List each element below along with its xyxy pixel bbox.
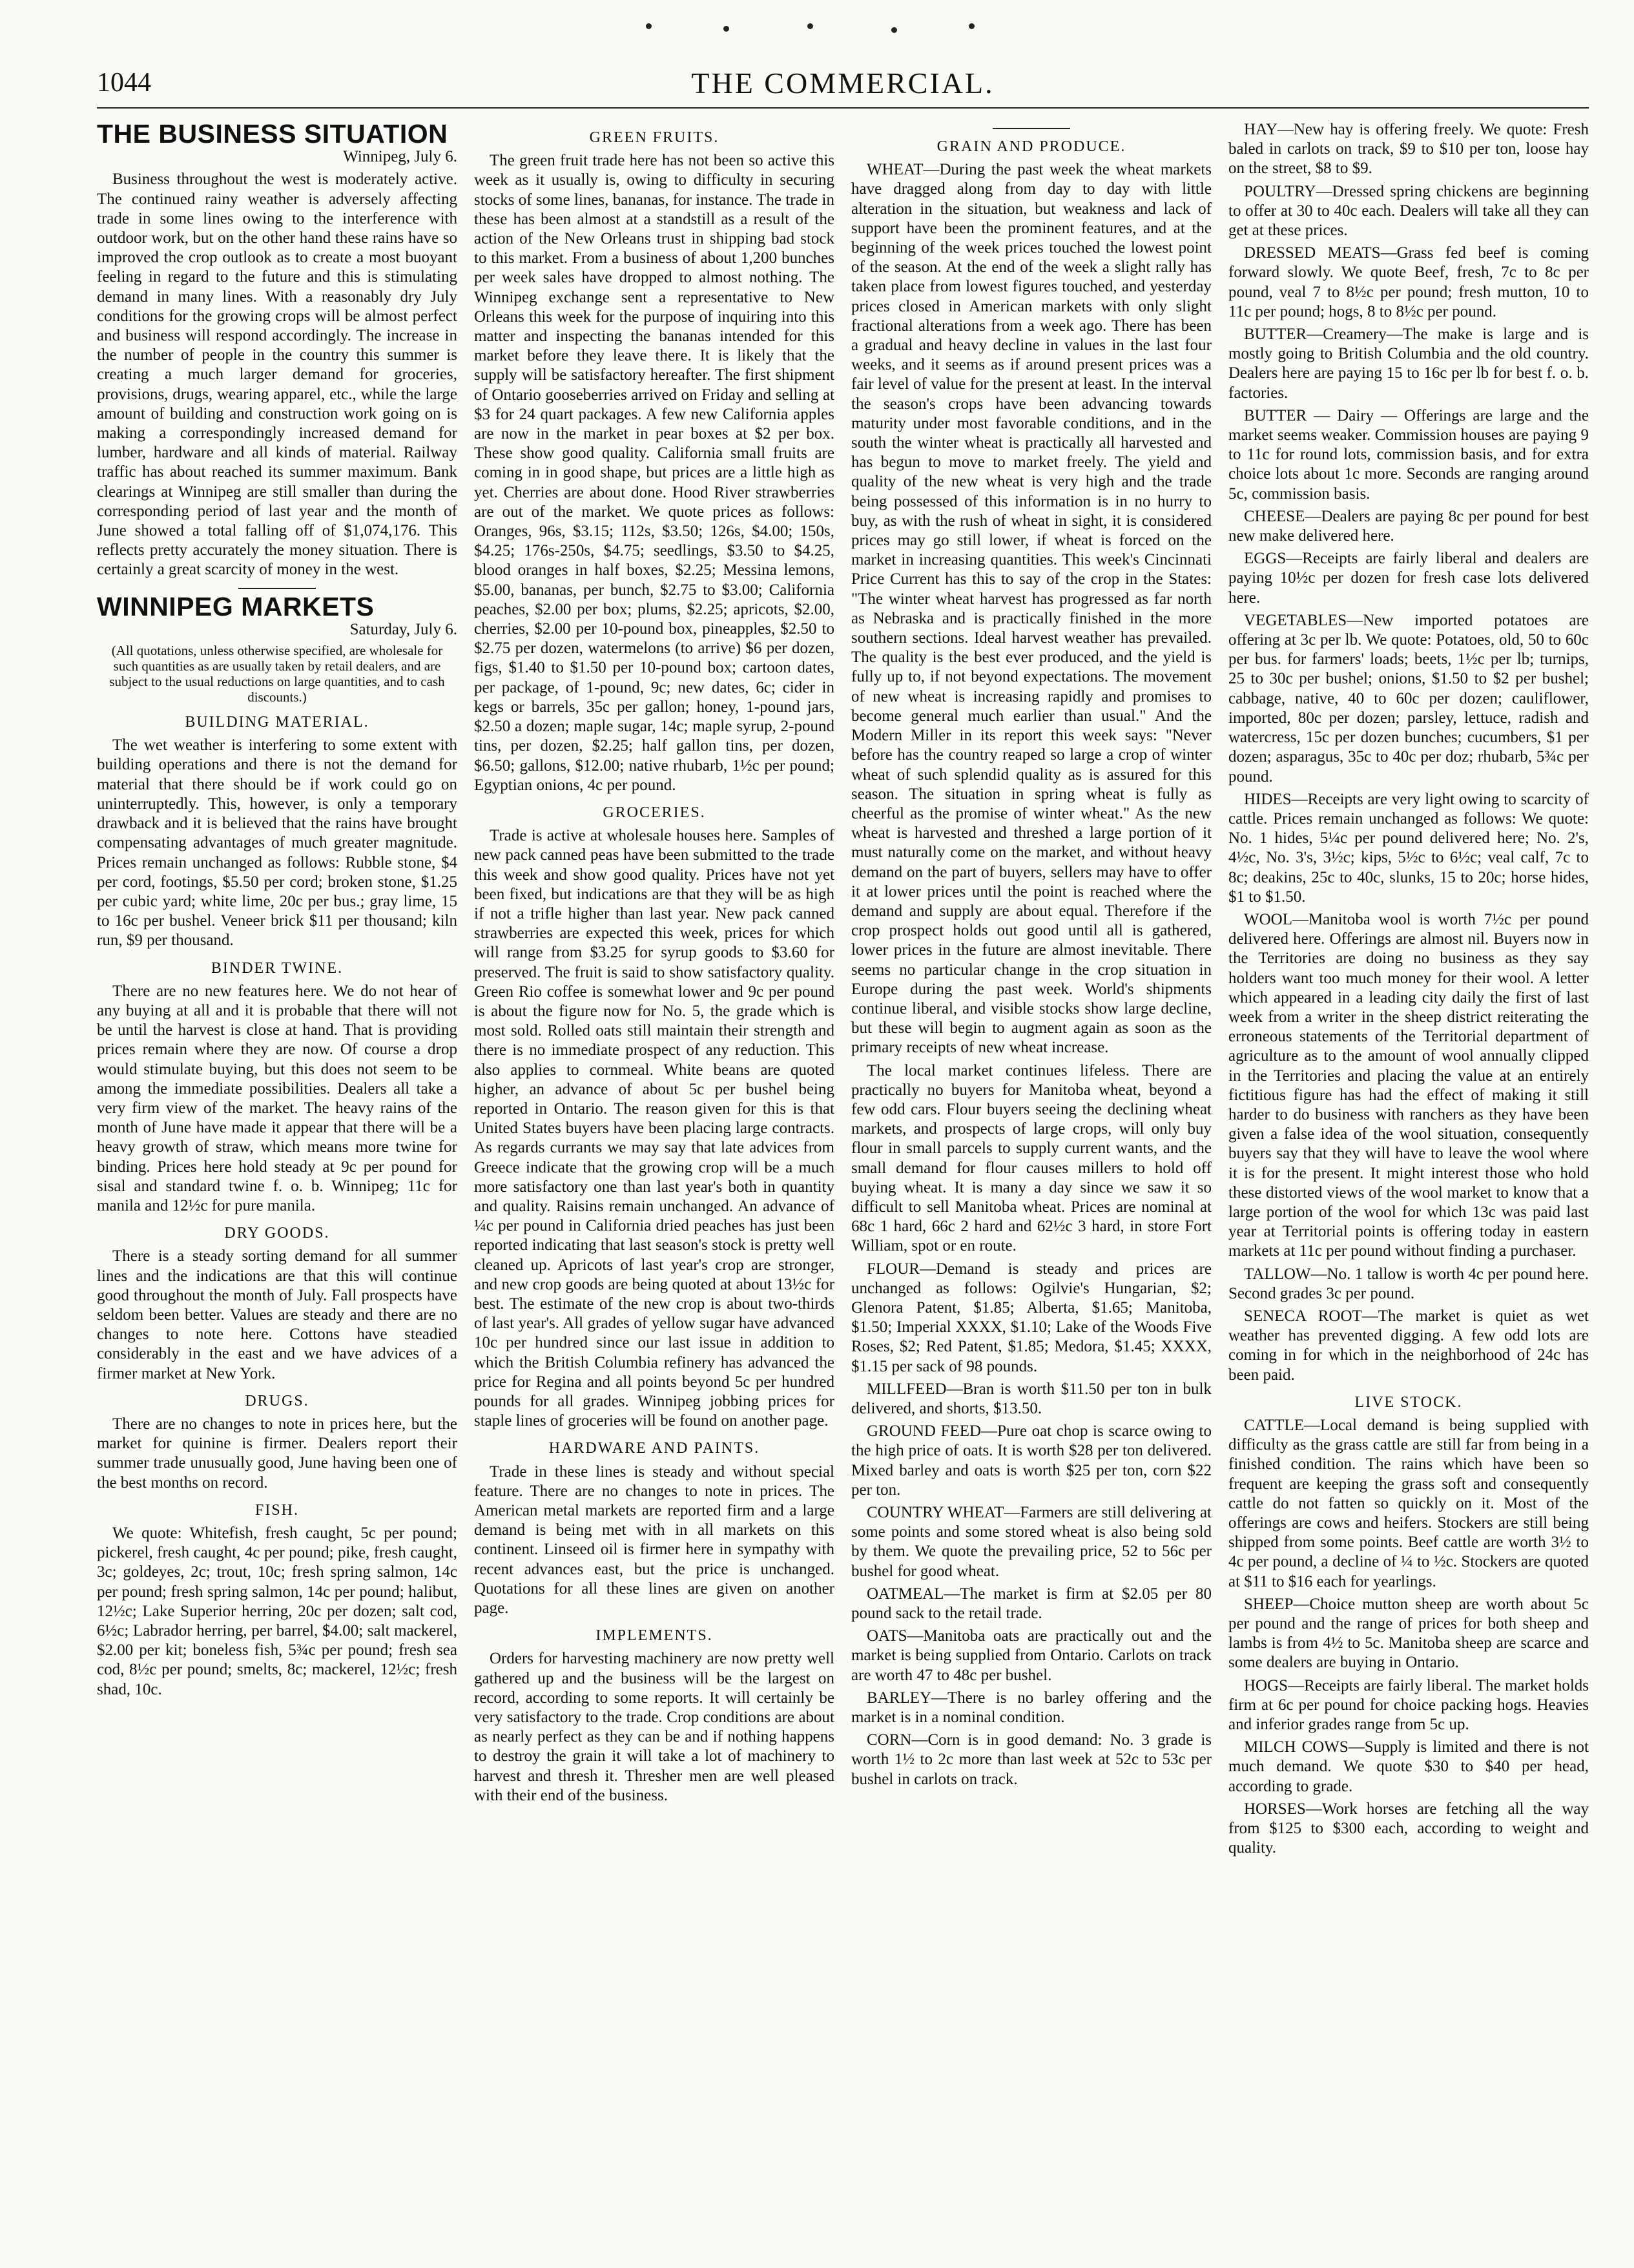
drugs-body: There are no changes to note in prices here, but the market for quinine is firmer. Dealers report their summer trade unusually good, June having been one of the best months on record. (97, 1415, 457, 1492)
binder-twine-body: There are no new features here. We do not hear of any buying at all and it is probable that there will not be until the harvest is close at hand. That is providing prices remain where they are now. Of course a drop would stimulate buying, but this does not seem to be among the immediate possibilities. Dealers all take a very firm view of the market. The heavy rains of the month of June have made it appear that there will be a heavy growth of straw, which means more twine for binding. Prices here hold steady at 9c per pound for sisal and standard twine f. o. b. Winnipeg; 11c for manila and 12½c for pure manila. (97, 982, 457, 1214)
poultry-paragraph: POULTRY—Dressed spring chickens are beginning to offer at 30 to 40c each. Dealers will take all they can get at these prices. (1228, 182, 1589, 240)
cheese-paragraph: CHEESE—Dealers are paying 8c per pound for best new make delivered here. (1228, 507, 1589, 545)
page-number: 1044 (97, 68, 151, 98)
business-situation-body: Business throughout the west is moderately active. The continued rainy weather is adversely affecting trade in some lines owing to the interference with outdoor work, but on the other hand these rains have so improved the crop outlook as to create a most buoyant feeling in regard to the future and this is stimulating demand in many lines. With a reasonably dry July conditions for the growing crops will be almost perfect and business will respond accordingly. The increase in the number of people in the country this summer is creating a much larger demand for groceries, provisions, drugs, wearing apparel, etc., while the large amount of building and construction work going on is making a correspondingly increased demand for lumber, hardware and all kinds of material. Railway traffic has about reached its summer maximum. Bank clearings at Winnipeg are still smaller than during the corresponding period of last year and the month of June showed a total falling off of $1,074,176. This reflects pretty accurately the money situation. There is certainly a great scarcity of money in the west. (97, 171, 457, 579)
milch-cows-paragraph: MILCH COWS—Supply is limited and there is not much demand. We quote $30 to $40 per head, according to grade. (1228, 1738, 1589, 1795)
column-4 (1228, 120, 1589, 2232)
building-material-heading: BUILDING MATERIAL. (185, 714, 369, 731)
fish-heading: FISH. (254, 1501, 300, 1519)
column-1 (97, 120, 457, 2232)
local-market-paragraph: The local market continues lifeless. There are practically no buyers for Manitoba wheat, beyond a few odd cars. Flour buyers seeing the declining wheat markets, and prospects of large crops, will only buy flour in small parcels to supply current wants, and the small demand for flour causes millers to hold off buying wheat. It is many a day since we saw it so difficult to sell Manitoba wheat. Prices are nominal at 68c 1 hard, 66c 2 hard and 62½c 3 hard, in store Fort William, spot or en route. (851, 1061, 1212, 1255)
eggs-paragraph: EGGS—Receipts are fairly liberal and dealers are paying 10½c per dozen for fresh case lots delivered here. (1228, 550, 1589, 607)
butter-creamery-paragraph: BUTTER—Creamery—The make is large and is mostly going to British Columbia and the old country. Dealers here are paying 15 to 16c per lb for best f. o. b. factories. (1228, 326, 1589, 402)
corn-paragraph: CORN—Corn is in good demand: No. 3 grade is worth 1½ to 2c more than last week at 52c to 53c per bushel in carlots on track. (851, 1731, 1212, 1788)
business-situation-dateline: Winnipeg, July 6. (343, 148, 457, 166)
business-situation-heading: THE BUSINESS SITUATION (97, 120, 448, 149)
implements-heading: IMPLEMENTS. (595, 1627, 713, 1645)
tallow-paragraph: TALLOW—No. 1 tallow is worth 4c per pound here. Second grades 3c per pound. (1228, 1265, 1589, 1302)
winnipeg-markets-heading: WINNIPEG MARKETS (97, 591, 375, 621)
section-divider (238, 588, 316, 589)
binder-twine-heading: BINDER TWINE. (211, 959, 344, 977)
butter-dairy-paragraph: BUTTER — Dairy — Offerings are large and the market seems weaker. Commission houses are paying 9 to 11c for round lots, commission basis, and for extra choice lots about 1c more. Seconds are ranging around 5c, commission basis. (1228, 406, 1589, 503)
quotations-note: (All quotations, unless otherwise specified, are wholesale for such quantities as are usually taken by retail dealers, and are subject to the usual reductions on large quantities, and to cash discounts.) (109, 643, 445, 705)
dry-goods-body: There is a steady sorting demand for all summer lines and the indications are that this will continue good throughout the month of July. Fall prospects have seldom been better. Values are steady and there are no changes to note here. Cottons have steadied considerably in the east and we have advices of a firmer market at New York. (97, 1247, 457, 1382)
winnipeg-markets-dateline: Saturday, July 6. (349, 620, 457, 638)
live-stock-heading: LIVE STOCK. (1354, 1393, 1463, 1411)
sheep-paragraph: SHEEP—Choice mutton sheep are worth about 5c per pound and the range of prices for both sheep and lambs is from 4½ to 5c. Manitoba sheep are scarce and some dealers are buying in Ontario. (1228, 1595, 1589, 1672)
country-wheat-paragraph: COUNTRY WHEAT—Farmers are still delivering at some points and some stored wheat is also being sold by them. We quote the prevailing price, 52 to 56c per bushel for good wheat. (851, 1504, 1212, 1580)
dressed-meats-paragraph: DRESSED MEATS—Grass fed beef is coming forward slowly. We quote Beef, fresh, 7c to 8c per pound, veal 7 to 8½c per pound; fresh mutton, 10 to 11c per pound; hogs, 8 to 8½c per pound. (1228, 244, 1589, 320)
barley-paragraph: BARLEY—There is no barley offering and the market is in a nominal condition. (851, 1689, 1212, 1727)
groceries-body: Trade is active at wholesale houses here. Samples of new pack canned peas have been submitted to the trade this week and show good quality. Prices have not yet been fixed, but indications are that they will be as high if not a trifle higher than last year. New pack canned strawberries are expected this week, prices for which will range from $3.25 for syrup goods to $3.60 for preserved. The fruit is said to show satisfactory quality. Green Rio coffee is somewhat lower and 9c per pound is about the figure now for No. 5, the grade which is most sold. Rolled oats still maintain their strength and there is no immediate prospect of any reduction. This also applies to cornmeal. White beans are quoted higher, an advance of about 5c per bushel being reported in Ontario. The reason given for this is that United States buyers have been placing large contracts. As regards currants we may say that late advices from Greece indicate that the growing crop will be a much more satisfactory one than last year's both in quantity and quality. Raisins remain unchanged. An advance of ¼c per pound in California dried peaches has just been reported indicating that last season's stock is pretty well cleaned up. Apricots of last year's crop are stronger, and new crop goods are being quoted at about 13½c for best. The estimate of the new crop is about two-thirds of last year's. All grades of yellow sugar have advanced 10c per hundred since our last issue in addition to which the British Columbia refinery has advanced the price for Regina and all points beyond 5c per hundred pounds for all grades. Winnipeg jobbing prices for staple lines of groceries will be found on another page. (474, 827, 834, 1430)
flour-paragraph: FLOUR—Demand is steady and prices are unchanged as follows: Ogilvie's Hungarian, $2; Glenora Patent, $1.85; Alberta, $1.65; Manitoba, $1.50; Imperial XXXX, $1.10; Lake of the Woods Five Roses, $2; Red Patent, $1.85; Medora, $1.45; XXXX, $1.15 per sack of 98 pounds. (851, 1260, 1212, 1375)
horses-paragraph: HORSES—Work horses are fetching all the way from $125 to $300 each, according to weight and quality. (1228, 1800, 1589, 1857)
groceries-heading: GROCERIES. (603, 804, 706, 821)
hides-paragraph: HIDES—Receipts are very light owing to scarcity of cattle. Prices remain unchanged as follows: We quote: No. 1 hides, 5¼c per pound delivered here; No. 2's, 4½c, No. 3's, 3½c; kips, 5½c to 6½c; veal calf, 7c to 8c; deakins, 25c to 40c, slunks, 15 to 20c; horse hides, $1 to $1.50. (1228, 790, 1589, 906)
column-2 (474, 120, 834, 2232)
drugs-heading: DRUGS. (245, 1392, 309, 1410)
green-fruits-heading: GREEN FRUITS. (589, 129, 719, 146)
dry-goods-heading: DRY GOODS. (224, 1225, 330, 1242)
seneca-root-paragraph: SENECA ROOT—The market is quiet as wet weather has prevented digging. A few odd lots are coming in for which in the neighborhood of 24c has been paid. (1228, 1307, 1589, 1384)
cattle-paragraph: CATTLE—Local demand is being supplied with difficulty as the grass cattle are still far from being in a finished condition. The rains which have been so frequent are keeping the grass soft and consequently cattle do not fatten so quickly on it. Most of the offerings are cows and heifers. Stockers are still being shipped from some points. Beef cattle are worth 3½ to 4c per pound, a decline of ¼ to ½c. Stockers are quoted at $11 to $16 each for yearlings. (1228, 1417, 1589, 1590)
building-material-body: The wet weather is interfering to some extent with building operations and there is not the demand for material that there should be if work could go on uninterruptedly. This, however, is only a temporary drawback and it is believed that the rains have brought compensating advantages of much greater magnitude. Prices remain unchanged as follows: Rubble stone, $4 per cord, footings, $5.50 per cord; broken stone, $1.25 per cubic yard; white lime, 20c per bus.; gray lime, 15 to 16c per bushel. Veneer brick $11 per thousand; kiln run, $9 per thousand. (97, 736, 457, 950)
hay-paragraph: HAY—New hay is offering freely. We quote: Fresh baled in carlots on track, $9 to $10 per ton, loose hay on the street, $8 to $9. (1228, 121, 1589, 178)
millfeed-paragraph: MILLFEED—Bran is worth $11.50 per ton in bulk delivered, and shorts, $13.50. (851, 1380, 1212, 1417)
green-fruits-body: The green fruit trade here has not been so active this week as it usually is, owing to difficulty in securing stocks of some lines, bananas, for instance. The trade in these has been almost at a standstill as a result of the action of the New Orleans trust in shipping bad stock to this market. From a business of about 1,200 bunches per week sales have dropped to almost nothing. The Winnipeg exchange sent a representative to New Orleans this week for the purpose of inquiring into this matter and inspecting the bananas intended for this market before they leave there. It is likely that the supply will be satisfactory hereafter. The first shipment of Ontario gooseberries arrived on Friday and selling at $3 for 24 quart packages. A few new California apples are now in the market in pear boxes at $2 per box. These show good quality. California small fruits are coming in in good shape, but prices are a little high as yet. Cherries are about done. Hood River strawberries are out of the market. We quote prices as follows: Oranges, 96s, $3.15; 112s, $3.50; 126s, $4.00; 150s, $4.25; 176s-250s, $4.75; seedlings, $3.50 to $4.25, blood oranges in half boxes, $2.25; Messina lemons, $5.00, bananas, per bunch, $2.75 to $3.00; California peaches, $2.00 per box; plums, $2.25; apricots, $2.00, cherries, $2.00 per 10-pound box, pineapples, $2.50 to $2.75 per dozen, watermelons (to arrive) $6 per dozen, figs, $1.40 to $1.50 per 10-pound box; cartoon dates, per package, of 1-pound, 9c; new dates, 6c; cider in kegs or barrels, 35c per gallon; honey, 1-pound jars, $2.50 a dozen; maple sugar, 14c; maple syrup, 2-pound tins, per dozen, $2.25; half gallon tins, per dozen, $6.50; gallons, $12.00; native rhubarb, 1½c per pound; Egyptian onions, 4c per pound. (474, 152, 834, 794)
vegetables-paragraph: VEGETABLES—New imported potatoes are offering at 3c per lb. We quote: Potatoes, old, 50 to 60c per bus. for farmers' loads; beets, 1½c per lb; turnips, 25 to 30c per bushel; onions, $1.50 to $2 per bushel; cabbage, native, 40 to 60c per dozen; cauliflower, imported, 80c per dozen; parsley, lettuce, radish and watercress, 15c per dozen bunches; cucumbers, $1 per dozen; asparagus, 35c to 40c per doz; rhubarb, 5¾c per pound. (1228, 611, 1589, 785)
implements-body: Orders for harvesting machinery are now pretty well gathered up and the business will be the largest on record, according to some reports. It will certainly be very satisfactory to the trade. Crop conditions are about as nearly perfect as they can be and if nothing happens to destroy the grain it will take a lot of machinery to harvest and thresh it. Thresher men are well pleased with their end of the business. (474, 1650, 834, 1804)
masthead (97, 62, 1589, 109)
grain-produce-heading: GRAIN AND PRODUCE. (936, 138, 1126, 155)
wheat-paragraph: WHEAT—During the past week the wheat markets have dragged along from day to day with little alteration in the situation, but weakness and lack of support have been the prominent features, and at the beginning of the week prices touched the lowest point of the season. At the end of the week a slight rally has taken place from lowest figures touched, and yesterday prices closed in American markets with only slight fractional alterations from a week ago. There has been a gradual and heavy decline in values in the last four weeks, and it seems as if around present prices was a fair level of value for the present at least. In the interval the season's crops have been advancing towards maturity under most favorable conditions, and in the south the winter wheat is practically all harvested and has begun to move to market freely. The yield and quality of the new wheat is very high and the trade being possessed of this information is in no hurry to buy, as with the rush of wheat in sight, it is considered prices may go still lower, if wheat is forced on the market in increasing quantities. This week's Cincinnati Price Current has this to say of the crop in the States: "The winter wheat harvest has progressed as far north as Nebraska and is practically finished in the more southern sections. Ideal harvest weather has prevailed. The quality is the best ever produced, and the yield is fully up to, if not beyond expectations. The movement of new wheat is increasing rapidly and promises to become general much earlier than usual." And the Modern Miller in its report this week says: "Never before has the country reaped so large a crop of winter wheat of such splendid quality as is assured for this season. The situation in spring wheat is fully as cheerful as the promise of winter wheat." As the new wheat is harvested and threshed a large portion of it must naturally come on the market, and without heavy demand on the part of buyers, sellers may have to offer it at lower prices until the point is reached where the demand and supply are about equal. Therefore if the crop prospect holds out good until all is gathered, lower prices in the future are almost inevitable. There seems no particular change in the crop situation in Europe during the past week. World's shipments continue liberal, and visible stocks show large decline, but these will begin to augment again as soon as the primary receipts of new wheat increase. (851, 161, 1212, 1057)
hardware-heading: HARDWARE AND PAINTS. (548, 1440, 760, 1457)
ground-feed-paragraph: GROUND FEED—Pure oat chop is scarce owing to the high price of oats. It is worth $28 per ton delivered. Mixed barley and oats is worth $25 per ton, corn $22 per ton. (851, 1422, 1212, 1499)
section-divider (993, 128, 1070, 129)
newspaper-title: THE COMMERCIAL. (691, 67, 995, 99)
oatmeal-paragraph: OATMEAL—The market is firm at $2.05 per 80 pound sack to the retail trade. (851, 1585, 1212, 1623)
article-columns (97, 120, 1589, 2232)
oats-paragraph: OATS—Manitoba oats are practically out and the market is being supplied from Ontario. Carlots on track are worth 47 to 48c per bushel. (851, 1627, 1212, 1684)
column-3 (851, 120, 1212, 2232)
fish-body: We quote: Whitefish, fresh caught, 5c per pound; pickerel, fresh caught, 4c per pound; pike, fresh caught, 3c; goldeyes, 2c; trout, 10c; fresh spring salmon, 14c per pound; fresh spring salmon, 14c per pound; halibut, 12½c; Lake Superior herring, 20c per dozen; salt cod, 6½c; Labrador herring, per barrel, $4.00; salt mackerel, $2.00 per kit; boneless fish, 5¾c per pound; fresh sea cod, 8½c per pound; smelts, 8c; mackerel, 12½c; fresh shad, 10c. (97, 1524, 457, 1698)
wool-paragraph: WOOL—Manitoba wool is worth 7½c per pound delivered here. Offerings are almost nil. Buyers now in the Territories are doing no business as they say holders want too much money for their wool. A letter which appeared in a leading city daily the first of last week from a writer in the sheep district reiterating the erroneous statements of the Territorial department of agriculture as to the amount of wool annually clipped in the Territories and placing the value at an entirely fictitious figure has had the effect of making it still harder to do business with ranchers as they have been given a false idea of the wool situation, consequently buyers say that they will have to leave the wool where it is for the present. It might interest those who hold these distorted views of the wool market to know that a large portion of the wool for which 13c was paid last year at Territorial points is offering today in eastern markets at 11c per pound without finding a purchaser. (1228, 910, 1589, 1260)
hardware-body: Trade in these lines is steady and without special feature. There are no changes to note in prices. The American metal markets are reported firm and a large demand is being met with in all markets on this continent. Linseed oil is firmer here in sympathy with recent advances east, but the price is unchanged. Quotations for all these lines are given on another page. (474, 1462, 834, 1618)
top-dot-ornaments (646, 19, 982, 35)
hogs-paragraph: HOGS—Receipts are fairly liberal. The market holds firm at 6c per pound for choice packing hogs. Heavies and inferior grades range from 5c up. (1228, 1676, 1589, 1734)
